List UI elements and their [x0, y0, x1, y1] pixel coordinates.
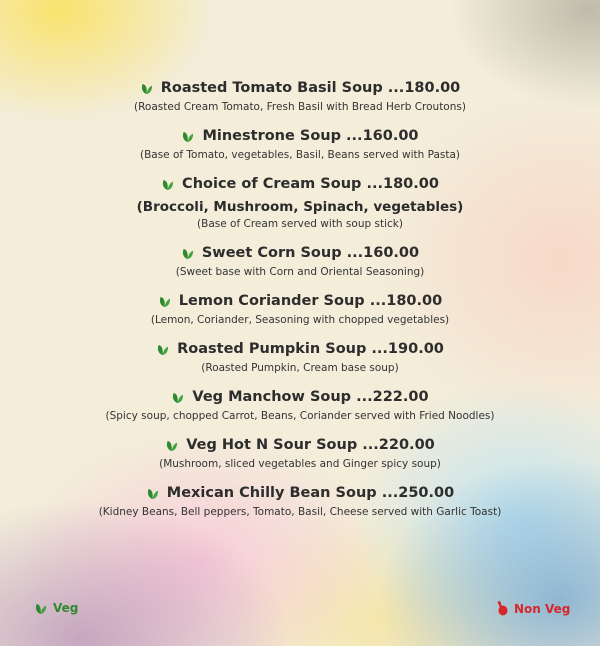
menu-item: [134, 78, 466, 113]
item-description: (Base of Cream served with soup stick): [197, 218, 403, 230]
item-title: Roasted Tomato Basil Soup ...180.00: [160, 80, 461, 96]
item-description: (Kidney Beans, Bell peppers, Tomato, Basil, Cheese served with Garlic Toast): [98, 506, 502, 518]
leaf-icon: [34, 602, 47, 615]
item-description: (Roasted Pumpkin, Cream base soup): [201, 362, 399, 374]
leaf-icon: [181, 130, 194, 143]
drumstick-icon: [496, 601, 508, 616]
menu-item: [176, 243, 425, 278]
legend-nonveg-label: Non Veg: [514, 601, 571, 616]
item-title: Mexican Chilly Bean Soup ...250.00: [166, 485, 455, 501]
legend-veg-label: Veg: [53, 601, 79, 615]
item-title: Roasted Pumpkin Soup ...190.00: [177, 341, 444, 357]
leaf-icon: [156, 343, 169, 356]
item-description: (Lemon, Coriander, Seasoning with chopped vegetables): [150, 314, 450, 326]
leaf-icon: [140, 82, 153, 95]
menu-item: [99, 483, 502, 518]
leaf-icon: [161, 178, 174, 191]
menu-item: [159, 435, 441, 470]
leaf-icon: [165, 439, 178, 452]
leaf-icon: [158, 295, 171, 308]
menu-item: [151, 291, 449, 326]
menu-item: [106, 387, 495, 422]
item-description: (Spicy soup, chopped Carrot, Beans, Coriander served with Fried Noodles): [105, 410, 495, 422]
item-title: Veg Hot N Sour Soup ...220.00: [186, 437, 435, 453]
item-title: Choice of Cream Soup ...180.00: [182, 176, 439, 192]
legend-veg: [34, 601, 78, 615]
item-description: (Mushroom, sliced vegetables and Ginger spicy soup): [159, 458, 441, 470]
item-title: Minestrone Soup ...160.00: [202, 128, 419, 144]
menu-item: [140, 126, 460, 161]
item-title: Veg Manchow Soup ...222.00: [192, 389, 429, 405]
item-description: (Base of Tomato, vegetables, Basil, Beans served with Pasta): [139, 149, 461, 161]
leaf-icon: [181, 247, 194, 260]
legend-nonveg: [496, 601, 570, 616]
leaf-icon: [171, 391, 184, 404]
item-title: Sweet Corn Soup ...160.00: [201, 245, 420, 261]
item-options: (Broccoli, Mushroom, Spinach, vegetables): [136, 199, 464, 215]
item-description: (Sweet base with Corn and Oriental Seasoning): [175, 266, 425, 278]
item-title: Lemon Coriander Soup ...180.00: [178, 293, 443, 309]
menu-item: [156, 339, 444, 374]
leaf-icon: [146, 487, 159, 500]
menu-item: [137, 174, 464, 230]
item-description: (Roasted Cream Tomato, Fresh Basil with Bread Herb Croutons): [134, 101, 466, 113]
soup-menu: [0, 78, 600, 531]
